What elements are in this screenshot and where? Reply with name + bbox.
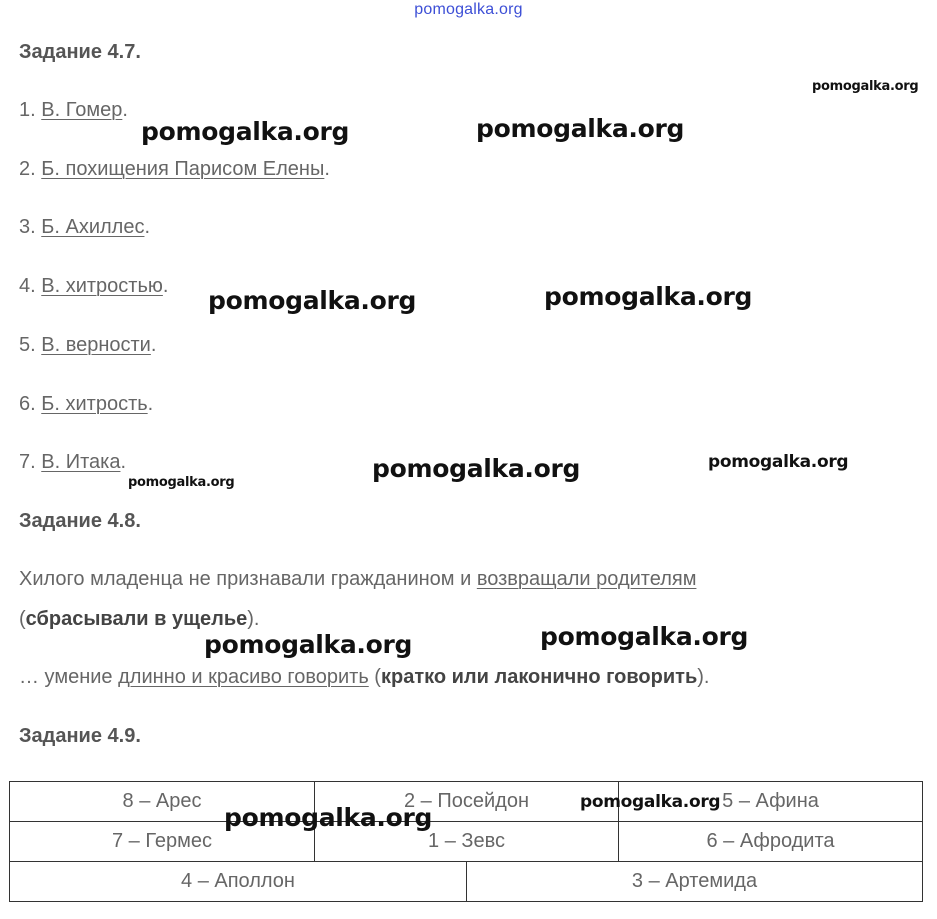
answer-end: . bbox=[122, 99, 128, 121]
answer-item bbox=[19, 334, 156, 357]
watermark-label: pomogalka.org bbox=[372, 454, 581, 483]
watermark-label: pomogalka.org bbox=[476, 114, 685, 143]
table-row bbox=[10, 782, 923, 822]
table-cell: 3 – Артемида bbox=[467, 862, 923, 902]
answer-text: В. Итака bbox=[41, 451, 121, 473]
paren-close: ). bbox=[697, 666, 710, 688]
paren-open: ( bbox=[368, 666, 381, 688]
watermark-label: pomogalka.org bbox=[208, 286, 417, 315]
answer-end: . bbox=[120, 451, 127, 473]
table-cell: 1 – Зевс bbox=[315, 822, 619, 862]
answer-number: 4. bbox=[19, 275, 36, 297]
bold-answer: кратко или лаконично говорить bbox=[380, 666, 698, 688]
paren-open: ( bbox=[19, 608, 26, 630]
task-4-8-title: Задание 4.8. bbox=[19, 510, 141, 532]
answer-text: В. хитростью bbox=[41, 275, 163, 297]
table-cell: 5 – Афина bbox=[619, 782, 923, 822]
answer-item bbox=[19, 216, 150, 239]
task-4-9-title: Задание 4.9. bbox=[19, 725, 141, 747]
watermark-label: pomogalka.org bbox=[128, 475, 235, 490]
answer-item bbox=[19, 451, 126, 474]
site-watermark-top: pomogalka.org bbox=[414, 1, 523, 18]
watermark-label: pomogalka.org bbox=[812, 79, 919, 94]
table-cell: 4 – Аполлон bbox=[10, 862, 467, 902]
answer-number: 3. bbox=[19, 216, 36, 238]
bold-answer: сбрасывали в ущелье bbox=[25, 608, 248, 630]
answer-number: 2. bbox=[19, 158, 36, 180]
answer-text: В. Гомер bbox=[41, 99, 123, 121]
underlined-answer: возвращали родителям bbox=[476, 568, 697, 590]
answer-item bbox=[19, 99, 128, 122]
answer-item bbox=[19, 393, 153, 416]
answer-number: 7. bbox=[19, 451, 36, 473]
paragraph-text: Хилого младенца не признавали гражданином и bbox=[19, 568, 477, 590]
watermark-label: pomogalka.org bbox=[544, 282, 753, 311]
watermark-label: pomogalka.org bbox=[141, 117, 350, 146]
underlined-answer: длинно и красиво говорить bbox=[118, 666, 369, 688]
answer-end: . bbox=[147, 393, 154, 415]
watermark-label: pomogalka.org bbox=[708, 452, 849, 472]
answer-number: 1. bbox=[19, 99, 36, 121]
table-cell: 7 – Гермес bbox=[10, 822, 315, 862]
table-cell: 2 – Посейдон bbox=[315, 782, 619, 822]
task-4-8-paragraph-1-cont bbox=[19, 608, 259, 631]
answer-item bbox=[19, 275, 168, 298]
gods-table bbox=[9, 781, 923, 902]
task-4-7-title: Задание 4.7. bbox=[19, 41, 141, 63]
table-row bbox=[10, 822, 923, 862]
watermark-label: pomogalka.org bbox=[580, 792, 721, 812]
answer-text: Б. похищения Парисом Елены bbox=[41, 158, 325, 180]
table-cell: 8 – Арес bbox=[10, 782, 315, 822]
answer-number: 6. bbox=[19, 393, 36, 415]
paragraph-text: … умение bbox=[19, 666, 119, 688]
table-cell: 6 – Афродита bbox=[619, 822, 923, 862]
task-4-8-paragraph-1 bbox=[19, 568, 696, 591]
answer-item bbox=[19, 158, 330, 181]
answer-text: Б. Ахиллес bbox=[41, 216, 145, 238]
table-row bbox=[10, 862, 923, 902]
task-4-8-paragraph-2 bbox=[19, 666, 709, 689]
answer-text: В. верности bbox=[41, 334, 151, 356]
answer-end: . bbox=[144, 216, 151, 238]
answer-text: Б. хитрость bbox=[41, 393, 148, 415]
answer-end: . bbox=[324, 158, 330, 180]
answer-number: 5. bbox=[19, 334, 36, 356]
watermark-label: pomogalka.org bbox=[224, 803, 433, 832]
watermark-label: pomogalka.org bbox=[540, 622, 749, 651]
paren-close: ). bbox=[247, 608, 260, 630]
watermark-label: pomogalka.org bbox=[204, 630, 413, 659]
answer-end: . bbox=[162, 275, 169, 297]
answer-end: . bbox=[150, 334, 157, 356]
